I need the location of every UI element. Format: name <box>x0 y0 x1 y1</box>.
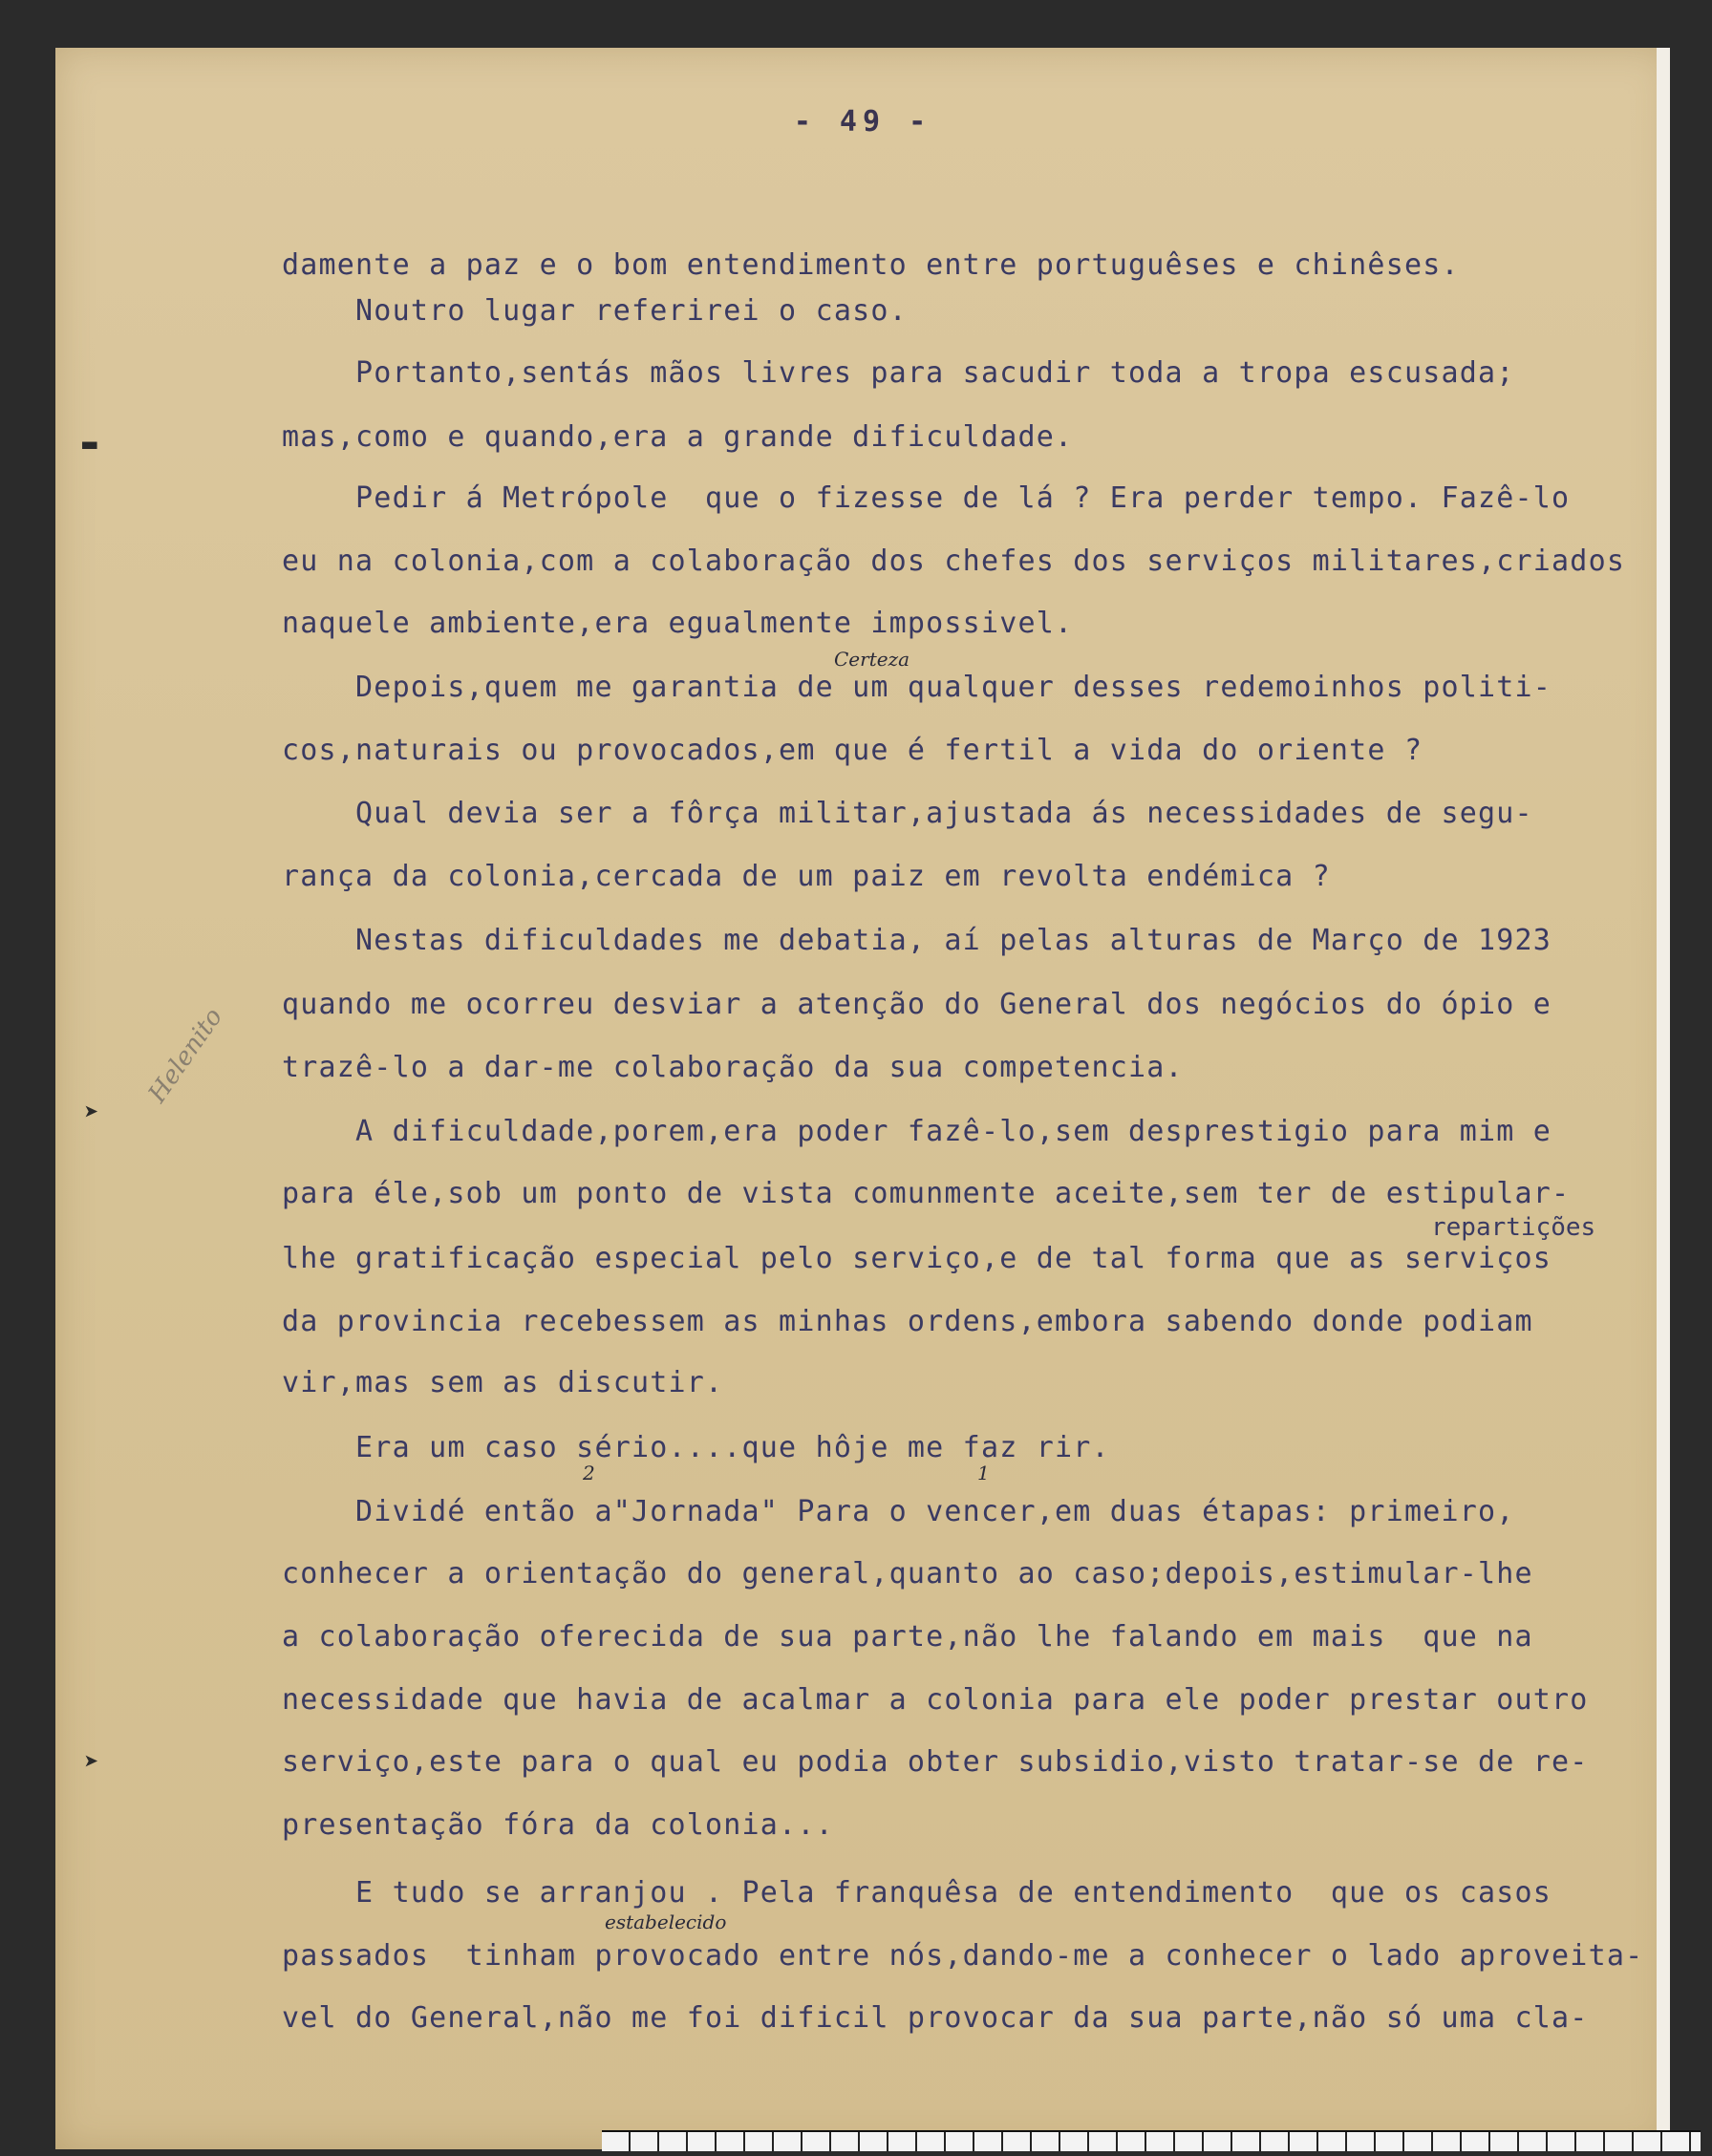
scale-ruler <box>602 2130 1701 2151</box>
handwritten-number-1: 1 <box>977 1462 990 1484</box>
text-line: eu na colonia,com a colaboração dos chefes dos serviços militares,criados <box>282 544 1626 578</box>
margin-arrow-mark: ➤ <box>84 1099 99 1127</box>
text-line: quando me ocorreu desviar a atenção do General dos negócios do ópio e <box>282 988 1552 1021</box>
handwritten-certeza: Certeza <box>834 648 910 671</box>
handwritten-number-2: 2 <box>583 1462 595 1484</box>
handwritten-reparticoes: repartições <box>1431 1213 1596 1242</box>
text-line: vir,mas sem as discutir. <box>282 1366 724 1399</box>
text-line: Depois,quem me garantia de um qualquer desses redemoinhos politi- <box>282 671 1552 704</box>
text-line: Qual devia ser a fôrça militar,ajustada ás necessidades de segu- <box>282 797 1533 830</box>
text-line: passados tinham provocado entre nós,dando-me a conhecer o lado aproveita- <box>282 1939 1644 1973</box>
text-line: serviço,este para o qual eu podia obter subsidio,visto tratar-se de re- <box>282 1745 1589 1779</box>
page-edge <box>1657 48 1670 2149</box>
text-line: para éle,sob um ponto de vista comunmente aceite,sem ter de estipular- <box>282 1177 1571 1210</box>
text-line: E tudo se arranjou . Pela franquêsa de entendimento que os casos <box>282 1876 1552 1910</box>
text-line: rança da colonia,cercada de um paiz em revolta endémica ? <box>282 860 1331 893</box>
text-line: da provincia recebessem as minhas ordens,embora sabendo donde podiam <box>282 1305 1533 1338</box>
document-page <box>55 48 1670 2149</box>
text-line: Portanto,sentás mãos livres para sacudir toda a tropa escusada; <box>282 356 1515 390</box>
text-line: conhecer a orientação do general,quanto ao caso;depois,estimular-lhe <box>282 1557 1533 1590</box>
text-line: damente a paz e o bom entendimento entre portuguêses e chinêses. <box>282 248 1460 282</box>
text-line: naquele ambiente,era egualmente impossivel. <box>282 607 1074 640</box>
text-line: cos,naturais ou provocados,em que é fertil a vida do oriente ? <box>282 734 1423 767</box>
text-line: a colaboração oferecida de sua parte,não lhe falando em mais que na <box>282 1620 1533 1654</box>
margin-scribble: Helenito <box>142 1003 229 1108</box>
text-line: Era um caso sério....que hôje me faz rir. <box>282 1431 1110 1464</box>
text-line: necessidade que havia de acalmar a colonia para ele poder prestar outro <box>282 1683 1589 1717</box>
text-line: Pedir á Metrópole que o fizesse de lá ? Era perder tempo. Fazê-lo <box>282 481 1571 515</box>
text-line: Noutro lugar referirei o caso. <box>282 294 908 328</box>
text-line: mas,como e quando,era a grande dificuldade. <box>282 420 1074 454</box>
text-line: Nestas dificuldades me debatia, aí pelas alturas de Março de 1923 <box>282 924 1552 957</box>
page-number: - 49 - <box>793 105 932 139</box>
text-line: A dificuldade,porem,era poder fazê-lo,sem desprestigio para mim e <box>282 1115 1552 1148</box>
text-line: lhe gratificação especial pelo serviço,e de tal forma que as serviços <box>282 1242 1552 1275</box>
margin-arrow-mark: ➤ <box>84 1748 99 1777</box>
text-line: trazê-lo a dar-me colaboração da sua competencia. <box>282 1051 1184 1084</box>
text-line: presentação fóra da colonia... <box>282 1808 834 1842</box>
margin-dash-mark: ▬ <box>82 430 97 459</box>
text-line: Dividé então a"Jornada" Para o vencer,em duas étapas: primeiro, <box>282 1495 1515 1528</box>
handwritten-estabelecido: estabelecido <box>605 1911 727 1933</box>
text-line: vel do General,não me foi dificil provocar da sua parte,não só uma cla- <box>282 2001 1589 2035</box>
